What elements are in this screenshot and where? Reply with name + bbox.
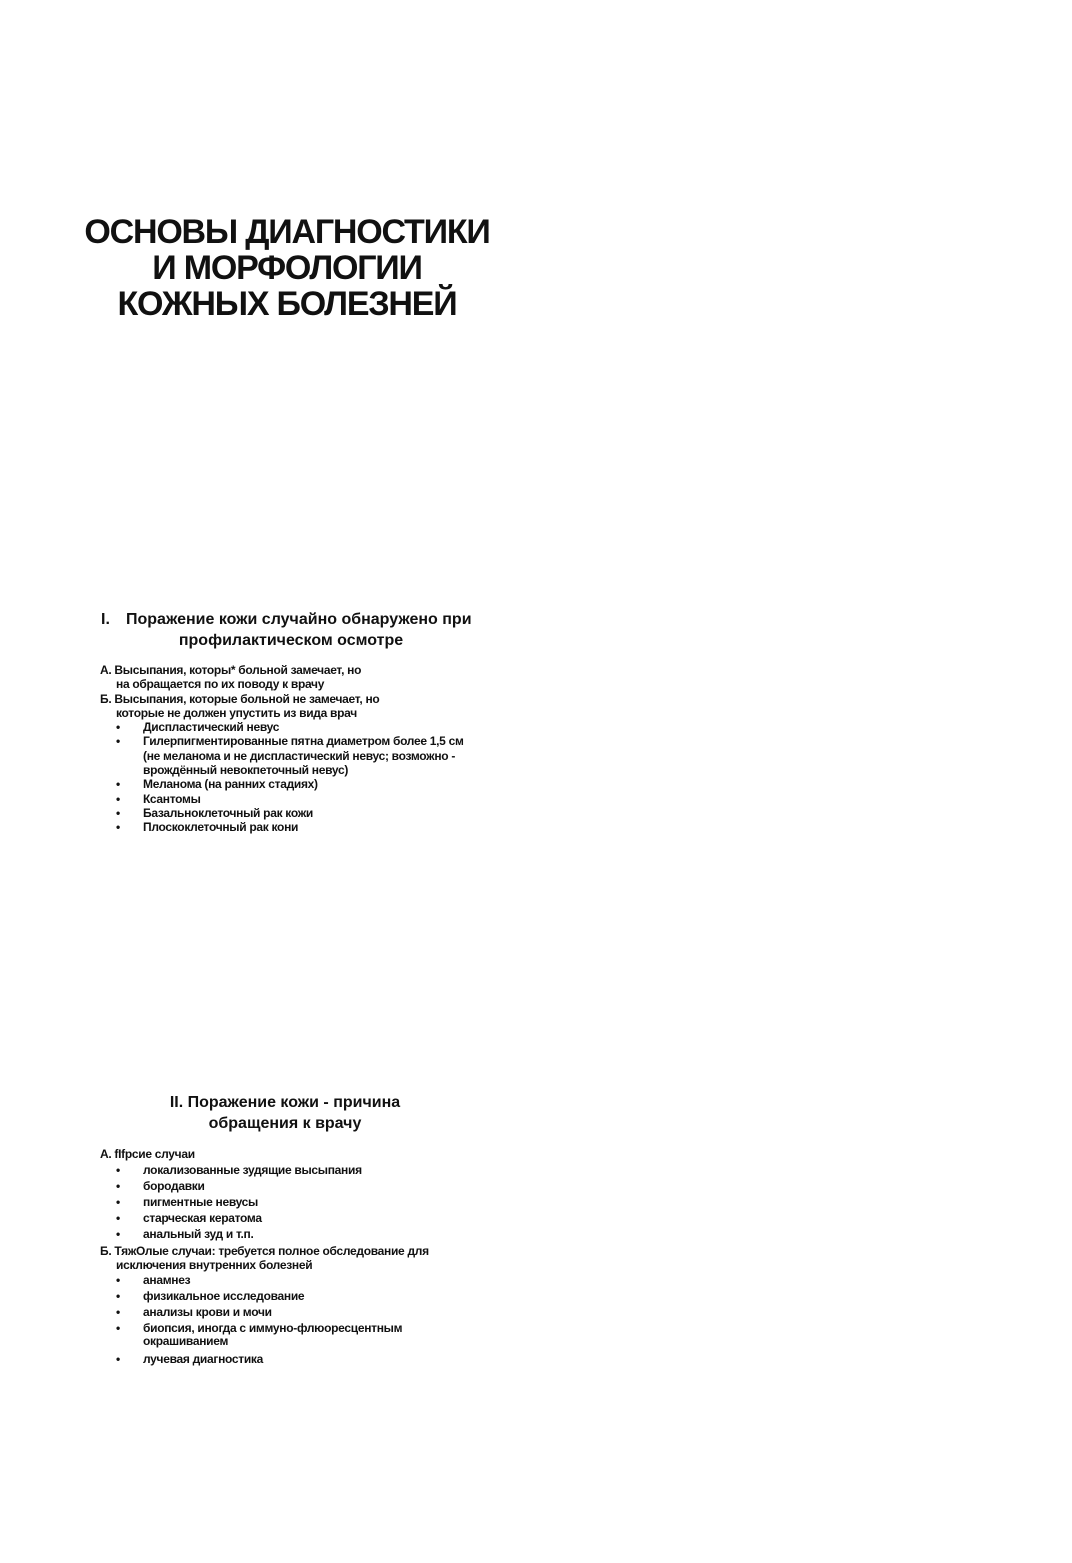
list-item <box>100 734 464 748</box>
list-item-text: анамнез <box>143 1272 191 1287</box>
list-item-text: Гилерпигментированные пятна диаметром более 1,5 см <box>143 734 464 749</box>
list-item-text: Ксантомы <box>143 791 201 806</box>
list-item-text: бородавки <box>143 1179 205 1194</box>
item-b-line: которые не должен упустить из вида врач <box>116 705 357 720</box>
list-item <box>100 1162 429 1178</box>
item-a-line: на обращается по их поводу к врачу <box>116 677 325 692</box>
bullet-icon: • <box>116 1163 120 1178</box>
title-line: КОЖНЫХ БОЛЕЗНЕЙ <box>117 285 457 323</box>
section-1-number: I. <box>101 611 110 628</box>
list-item-continuation: врождённый невокпеточный невус) <box>143 763 349 778</box>
bullet-icon: • <box>116 734 120 749</box>
item-b-line: Б. Высыпания, которые больной не замечает, но <box>100 691 380 706</box>
item-a-line: А. fIfрсие случаи <box>100 1147 195 1161</box>
section-1-heading <box>96 609 486 651</box>
list-item-continuation: (не меланома и не диспластический невус; возможно - <box>143 748 456 763</box>
list-item-text: локализованные зудящие высыпания <box>143 1163 362 1178</box>
list-item-text: анализы крови и мочи <box>143 1304 272 1319</box>
bullet-icon: • <box>116 805 120 820</box>
section-2-heading-line: обращения к врачу <box>208 1115 362 1132</box>
list-item <box>100 820 464 834</box>
list-item-text: Плоскоклеточный рак кони <box>143 820 299 835</box>
bullet-icon: • <box>116 1195 120 1210</box>
list-item <box>100 1194 429 1210</box>
bullet-icon: • <box>116 1288 120 1303</box>
list-item <box>100 1320 429 1333</box>
list-item <box>100 1351 429 1367</box>
bullet-icon: • <box>116 1320 120 1335</box>
bullet-icon: • <box>116 1351 120 1366</box>
list-item-text: физикальное исследование <box>143 1288 305 1303</box>
title-line: ОСНОВЫ ДИАГНОСТИКИ <box>84 213 490 251</box>
list-item <box>100 806 464 820</box>
list-item <box>100 1272 429 1288</box>
section-2-heading <box>90 1092 480 1134</box>
section-1-heading-line: Поражение кожи случайно обнаружено при <box>126 611 472 628</box>
bullet-icon: • <box>116 1272 120 1287</box>
section-1-list <box>100 663 464 835</box>
list-item <box>100 1178 429 1194</box>
page-title <box>70 214 504 322</box>
title-line: И МОРФОЛОГИИ <box>152 249 422 287</box>
list-item-text: анальный зуд и т.п. <box>143 1227 254 1242</box>
list-item-text: старческая кератома <box>143 1211 262 1226</box>
list-item <box>100 1226 429 1242</box>
list-item <box>100 1210 429 1226</box>
bullet-icon: • <box>116 1304 120 1319</box>
list-item-text: биопсия, иногда с иммуно-флюоресцентным <box>143 1320 403 1335</box>
bullet-icon: • <box>116 720 120 735</box>
bullet-icon: • <box>116 1227 120 1242</box>
list-item <box>100 792 464 806</box>
bullet-icon: • <box>116 1211 120 1226</box>
item-b-line: исключения внутренних болезней <box>116 1257 313 1272</box>
list-item <box>100 777 464 791</box>
list-item-text: Диспластический невус <box>143 720 280 735</box>
bullet-icon: • <box>116 777 120 792</box>
section-2-list <box>100 1146 429 1367</box>
section-2-heading-line: II. Поражение кожи - причина <box>169 1094 401 1111</box>
item-a-line: А. Высыпания, которы* больной замечает, но <box>100 663 362 677</box>
section-1-heading-line: профилактическом осмотре <box>178 632 404 649</box>
item-b-line: Б. ТяжОлые случаи: требуется полное обследование для <box>100 1243 429 1258</box>
list-item-continuation: окрашиванием <box>143 1333 229 1348</box>
list-item <box>100 1288 429 1304</box>
list-item <box>100 720 464 734</box>
list-item-text: лучевая диагностика <box>143 1351 264 1366</box>
list-item <box>100 1304 429 1320</box>
bullet-icon: • <box>116 1179 120 1194</box>
bullet-icon: • <box>116 791 120 806</box>
list-item-text: пигментные невусы <box>143 1195 258 1210</box>
bullet-icon: • <box>116 820 120 835</box>
list-item-text: Меланома (на ранних стадиях) <box>143 777 318 792</box>
list-item-text: Базальноклеточный рак кожи <box>143 805 314 820</box>
